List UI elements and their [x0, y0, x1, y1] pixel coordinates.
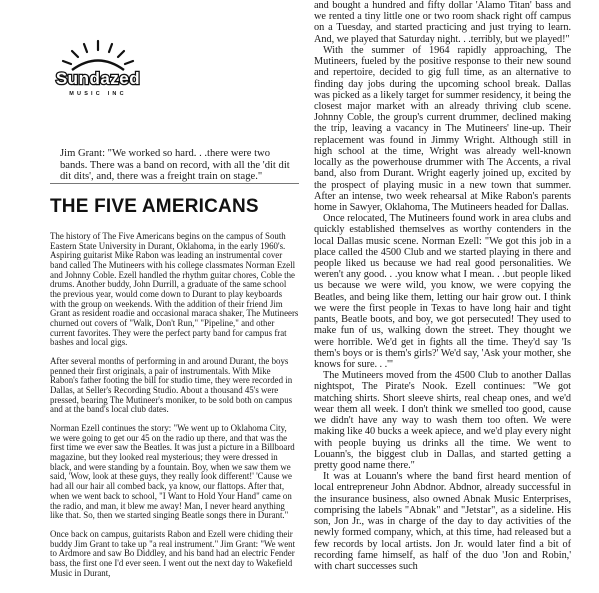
paragraph: The Mutineers moved from the 4500 Club to another Dallas nightspot, The Pirate's Nook. Ezell continues: "We got matching shirts. Short sleeve shirts, real cheap ones, and we'd wear them all week. I don't think we smelled too good, cause we didn't have any way to wash them too often. We were making like 40 bucks a week apiece, and we'd play every night with people buying us drinks all the time. We went to Louann's, the biggest club in Dallas, and started getting a pretty good name there."	[314, 370, 571, 471]
right-column	[314, 0, 571, 572]
article-headline: THE FIVE AMERICANS	[50, 196, 259, 217]
paragraph: Norman Ezell continues the story: "We went up to Oklahoma City, we were going to get our 45 on the radio up there, and that was the first time we ever saw the Beatles. It was just a picture in a Billboard magazine, but they looked real mysterious; they were dressed in black, and were standing by a fountain. Boy, when we saw them we said, 'Wow, look at these guys, they really look different!' 'Cause we had all our hair all combed back, ya know, our flattops. After that, when we went back to school, "I Want to Hold Your Hand" came on the radio, and man, it blew me away! Man, I never heard anything like that. So, then we started singing Beatle songs there in Durant."	[50, 423, 295, 521]
paragraph: The history of The Five Americans begins on the campus of South Eastern State University in Durant, Oklahoma, in the early 1960's. Aspiring guitarist Mike Rabon was leading an instrumental cover band called The Mutineers with his college classmates Norman Ezell and Johnny Coble. Ezell handled the rhythm guitar chores, Coble the drums. Another buddy, John Durrill, a graduate of the same school the previous year, would come down to Durant to play keyboards with the group on weekends. With the addition of their friend Jim Grant as resident roadie and occasional maraca shaker, The Mutineers churned out covers of "Walk, Don't Run," "Pipeline," and other current favorites. They were the perfect party band for campus frat bashes and local gigs.	[50, 230, 299, 348]
paragraph: With the summer of 1964 rapidly approaching, The Mutineers, fueled by the positive response to their new sound and repertoire, decided to gig full time, as an alternative to finding day jobs during the upcoming school break. Dallas was picked as a likely target for summer residency, it being the closest major market with an already thriving club scene. Johnny Coble, the group's current drummer, declined making the trip, leaving a vacancy in The Mutineers' line-up. Their replacement was found in Jimmy Wright. Although still in high school at the time, Wright was already well-known locally as the powerhouse drummer with The Accents, a rival band, also from Durant. Wright eagerly joined up, excited by the prospect of playing music in a new town that summer. After an intense, two week rehearsal at Mike Rabon's parents home in Sawyer, Oklahoma, The Mutineers headed for Dallas.	[314, 44, 571, 213]
logo-sub: MUSIC INC	[69, 91, 127, 97]
paragraph: Once relocated, The Mutineers found work in area clubs and quickly established themselves as worthy contenders in the local Dallas music scene. Norman Ezell: "We got this job in a place called the 4500 Club and we started playing in there and people liked us because we had real good personalities. We weren't any good. . .you know what I mean. . .but people liked us because we were wild, you know, we were copying the Beatles, and being like them, letting our hair grow out. I think we were the first people in Texas to have long hair and tight pants, Beatle boots, and boy, we got persecuted! They used to make fun of us, walking down the street. They thought we were horrible. We'd get in fights all the time. They'd say 'Is them's boys or is them's girls?' We'd say, 'Ask your mother, she knows for sure. . .'"	[314, 213, 571, 370]
pull-quote	[60, 148, 290, 183]
paragraph: and bought a hundred and fifty dollar 'Alamo Titan' bass and we rented a tiny little one or two room shack right off campus on a Tuesday, and started practicing and just trying to learn. And, we played that Saturday night. . .terribly, but we played!"	[314, 0, 571, 45]
pull-quote-text: Jim Grant: "We worked so hard. . .there were two bands. There was a band on record, with all the 'dit dit dit dits', and, there was a freight train on stage."	[60, 148, 290, 183]
paragraph: Once back on campus, guitarists Rabon and Ezell were chiding their buddy Jim Grant to take up "a real instrument." Jim Grant: "We went to Ardmore and saw Bo Diddley, and his band had an electric Fender bass, the first one I'd ever seen. I went out the next day to Wakefield Music in Durant,	[50, 528, 296, 578]
sundazed-logo	[50, 37, 146, 103]
paragraph: After several months of performing in and around Durant, the boys penned their first originals, a pair of instrumentals. With Mike Rabon's father footing the bill for studio time, they were recorded in Dallas, at Seller's Recording Studio. About a thousand 45's were pressed, bearing The Mutineer's moniker, to be sold both on campus and at the band's local club dates.	[50, 356, 293, 415]
divider	[50, 183, 299, 184]
left-column	[50, 223, 299, 587]
paragraph: It was at Louann's where the band first heard mention of local entrepreneur John Abdnor. Abdnor, already successful in the insurance business, also owned Abnak Music Enterprises, comprising the labels "Abnak" and "Jetstar", as a sideline. His son, Jon Jr., was in charge of the day to day activities of the newly formed company, which, at this time, had released but a few records by local artists. Jon Jr. would later find a bit of recording fame himself, as half of the duo 'Jon and Robin,' with chart successes such	[314, 471, 571, 572]
logo-brand: Sundazed	[55, 69, 141, 88]
